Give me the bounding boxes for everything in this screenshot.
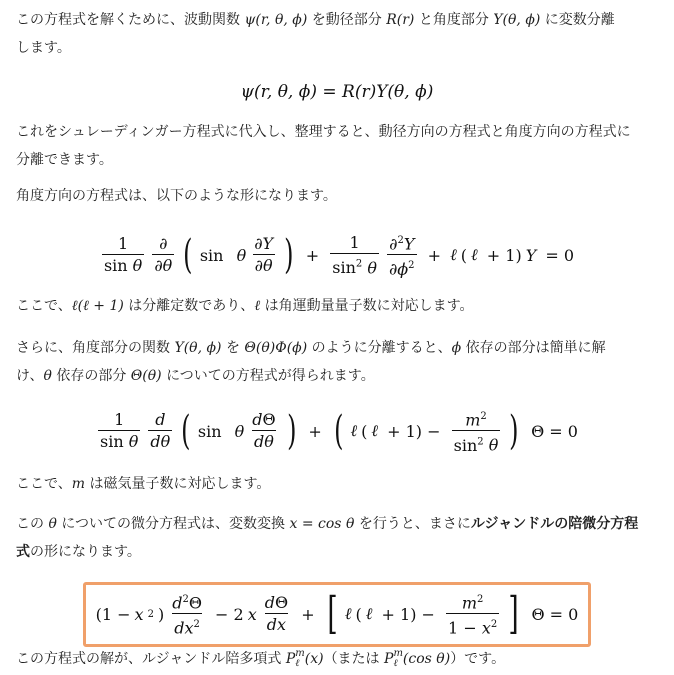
paragraph-legendre <box>16 510 656 566</box>
paragraph-theta-phi <box>16 334 656 390</box>
text: を <box>221 340 245 356</box>
math-Theta: Θ(θ) <box>130 368 162 384</box>
bold-text: 式 <box>16 544 30 560</box>
text: に変数分離 <box>540 12 615 28</box>
equation-theta: $\frac{1}{\text{sin θ}}$ $\frac{d}{d\theta}$ ( sin θ $\frac{d\Theta}{d\theta}$ ) + ( ℓ ( ℓ + 1) − $\frac{m^2}{\sin^2 \theta}$ ) Θ = 0 <box>100 408 578 455</box>
paragraph-substitution <box>16 118 656 174</box>
text: を動径部分 <box>307 12 387 28</box>
bold-text: ルジャンドルの陪微分方程 <box>470 516 639 532</box>
text: さらに、角度部分の関数 <box>16 340 175 356</box>
text: と角度部分 <box>414 12 494 28</box>
text: ここで、 <box>16 298 72 314</box>
math-R: R(r) <box>386 12 415 28</box>
equation-separation: ψ(r, θ, ϕ) = R(r)Y(θ, ϕ) <box>240 82 434 102</box>
text: は磁気量子数に対応します。 <box>85 476 271 492</box>
math-ell: ℓ <box>254 298 261 314</box>
text: します。 <box>16 40 71 56</box>
paragraph-angular: 角度方向の方程式は、以下のような形になります。 <box>16 188 337 204</box>
paragraph-magnetic <box>16 470 656 498</box>
math-Y: Y(θ, ϕ) <box>174 340 222 356</box>
paragraph-separation-constant <box>16 292 656 320</box>
equation-legendre-boxed <box>0 582 674 647</box>
text: 分離できます。 <box>16 152 113 168</box>
text: ）です。 <box>450 651 506 667</box>
text: これをシュレーディンガー方程式に代入し、整理すると、動径方向の方程式と角度方向の方程式に <box>16 124 631 140</box>
text: の形になります。 <box>30 544 141 560</box>
paragraph-solution <box>16 645 656 673</box>
text: のように分離すると、 <box>307 340 452 356</box>
text: についての微分方程式は、変数変換 <box>56 516 290 532</box>
text: （または <box>323 651 385 667</box>
equation-angular: $\frac{1}{\text{sin θ}}$ $\frac{\partial}{\partial\theta}$ ( sin θ $\frac{\partial Y}{\partial\theta}$ ) + $\frac{1}{\sin^2 \theta}$ $\frac{\partial^2Y}{\partial\phi^2}$ + ℓ ( ℓ + 1) Y = 0 <box>103 232 575 279</box>
math-P-x: P m ℓ (x) <box>285 648 324 669</box>
text: 依存の部分は簡単に解 <box>461 340 606 356</box>
text: 依存の部分 <box>51 368 131 384</box>
math-phi: ϕ <box>451 340 462 356</box>
text: この <box>16 516 49 532</box>
text: け、 <box>16 368 44 384</box>
text: ここで、 <box>16 476 72 492</box>
text: は分離定数であり、 <box>123 298 255 314</box>
math-l: ℓ(ℓ + 1) <box>71 298 124 314</box>
math-theta: θ <box>48 516 57 532</box>
math-Y: Y(θ, ϕ) <box>493 12 541 28</box>
math-psi: ψ(r, θ, ϕ) <box>244 12 308 28</box>
highlight-box: (1 − x 2 ) $\frac{d^2\Theta}{dx^2}$ − 2 x $\frac{d\Theta}{dx}$ + [ ℓ ( ℓ + 1) − $\frac{m^2}{1 - x^2}$ ] Θ = 0 <box>83 582 592 647</box>
math-theta-phi: Θ(θ)Φ(ϕ) <box>244 340 308 356</box>
text: この方程式の解が、ルジャンドル陪多項式 <box>16 651 286 667</box>
math-theta: θ <box>43 368 52 384</box>
math-x-cos: x = cos θ <box>289 516 355 532</box>
paragraph-separation <box>16 6 656 62</box>
text: この方程式を解くために、波動関数 <box>16 12 245 28</box>
text: は角運動量量子数に対応します。 <box>260 298 474 314</box>
math-P-cos: P m ℓ (cos θ) <box>384 648 451 669</box>
text: を行うと、まさに <box>354 516 471 532</box>
text: についての方程式が得られます。 <box>161 368 375 384</box>
math-m: m <box>71 476 86 492</box>
